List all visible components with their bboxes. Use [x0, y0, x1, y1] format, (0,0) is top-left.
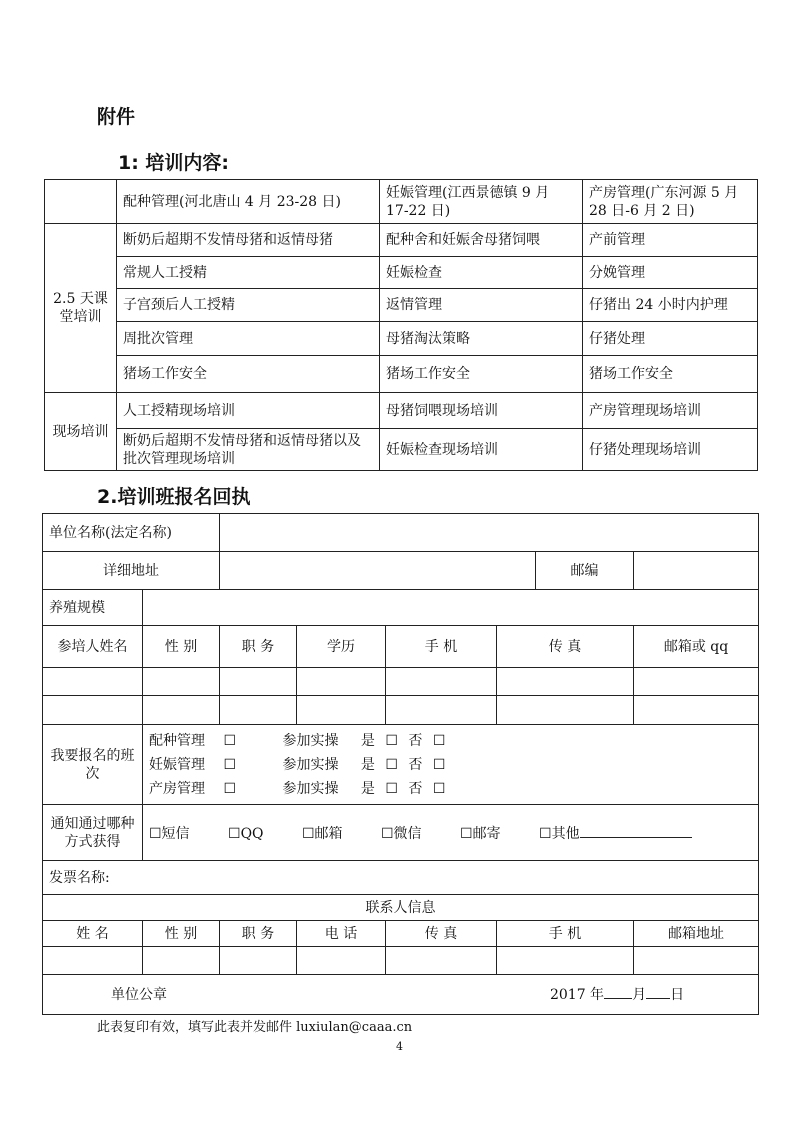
table-cell: 产房管理现场培训	[583, 393, 758, 429]
table-cell: 猪场工作安全	[380, 356, 583, 393]
table-cell: 猪场工作安全	[583, 356, 758, 393]
notify-option-wechat[interactable]: ☐微信	[381, 825, 422, 842]
class-options	[143, 725, 759, 805]
notify-label: 通知通过哪种方式获得	[43, 805, 143, 861]
contact-header-email: 邮箱地址	[634, 921, 759, 947]
no-checkbox[interactable]: ☐	[432, 756, 446, 773]
table-cell: 断奶后超期不发情母猪和返情母猪	[117, 224, 380, 257]
table-row	[45, 322, 758, 356]
contact-header-name: 姓 名	[43, 921, 143, 947]
participant-header-row	[43, 626, 759, 668]
appendix-heading: 附件	[97, 106, 136, 128]
group-label-classroom: 2.5 天课堂培训	[45, 224, 117, 393]
participant-row	[43, 696, 759, 725]
no-checkbox[interactable]: ☐	[432, 780, 446, 797]
table-row	[45, 257, 758, 289]
page-number: 4	[396, 1040, 403, 1053]
postcode-label: 邮编	[536, 552, 634, 590]
date-day: 日	[670, 986, 685, 1003]
table-cell: 分娩管理	[583, 257, 758, 289]
contact-cell[interactable]	[497, 947, 634, 975]
participant-header-fax: 传 真	[497, 626, 634, 668]
seal-cell	[43, 975, 759, 1015]
yes-label: 是	[360, 756, 375, 773]
participant-header-email: 邮箱或 qq	[634, 626, 759, 668]
participant-cell[interactable]	[386, 696, 497, 725]
table-cell: 妊娠检查	[380, 257, 583, 289]
participant-header-education: 学历	[297, 626, 386, 668]
address-row	[43, 552, 759, 590]
yes-checkbox[interactable]: ☐	[385, 732, 398, 749]
yes-checkbox[interactable]: ☐	[385, 780, 398, 797]
no-checkbox[interactable]: ☐	[432, 732, 446, 749]
table-cell: 仔猪处理现场培训	[583, 429, 758, 471]
notify-options	[143, 805, 759, 861]
class-name: 配种管理	[149, 732, 205, 749]
participant-cell[interactable]	[297, 668, 386, 696]
contact-title: 联系人信息	[43, 895, 759, 921]
participant-cell[interactable]	[143, 668, 220, 696]
participant-cell[interactable]	[386, 668, 497, 696]
practice-label: 参加实操	[282, 780, 339, 797]
class-name: 妊娠管理	[149, 756, 205, 773]
address-field[interactable]	[220, 552, 536, 590]
no-label: 否	[408, 732, 423, 749]
postcode-field[interactable]	[634, 552, 759, 590]
empty-cell	[45, 180, 117, 224]
table-cell: 仔猪处理	[583, 322, 758, 356]
unit-name-row	[43, 514, 759, 552]
notify-option-sms[interactable]: ☐短信	[149, 825, 190, 842]
no-label: 否	[408, 756, 423, 773]
participant-cell[interactable]	[634, 668, 759, 696]
table-cell: 常规人工授精	[117, 257, 380, 289]
seal-row	[43, 975, 759, 1015]
date-month: 月	[632, 986, 647, 1003]
participant-header-position: 职 务	[220, 626, 297, 668]
table-row	[45, 289, 758, 322]
notify-row	[43, 805, 759, 861]
contact-header-gender: 性 别	[143, 921, 220, 947]
participant-header-gender: 性 别	[143, 626, 220, 668]
yes-label: 是	[360, 732, 375, 749]
contact-header-phone: 电 话	[297, 921, 386, 947]
notify-option-other[interactable]: ☐其他	[539, 825, 580, 842]
footer-note: 此表复印有效，填写此表并发邮件 luxiulan@caaa.cn	[97, 1020, 413, 1035]
scale-label: 养殖规模	[43, 590, 143, 626]
contact-cell[interactable]	[634, 947, 759, 975]
class-checkbox[interactable]: ☐	[223, 780, 237, 797]
contact-row	[43, 947, 759, 975]
scale-row	[43, 590, 759, 626]
col-header-farrowing: 产房管理(广东河源 5 月 28 日-6 月 2 日)	[583, 180, 758, 224]
class-select-label: 我要报名的班次	[43, 725, 143, 805]
seal-label: 单位公章	[111, 986, 167, 1003]
participant-cell[interactable]	[297, 696, 386, 725]
group-label-onsite: 现场培训	[45, 393, 117, 471]
table-cell: 母猪饲喂现场培训	[380, 393, 583, 429]
month-blank[interactable]	[604, 986, 632, 999]
table-cell: 妊娠检查现场培训	[380, 429, 583, 471]
participant-row	[43, 668, 759, 696]
table-cell: 人工授精现场培训	[117, 393, 380, 429]
address-label: 详细地址	[43, 552, 220, 590]
participant-cell[interactable]	[497, 696, 634, 725]
unit-name-field[interactable]	[220, 514, 759, 552]
contact-title-row	[43, 895, 759, 921]
participant-cell[interactable]	[220, 696, 297, 725]
table-cell: 子宫颈后人工授精	[117, 289, 380, 322]
table-cell: 猪场工作安全	[117, 356, 380, 393]
class-option-breeding	[149, 729, 752, 753]
contact-header-mobile: 手 机	[497, 921, 634, 947]
contact-header-fax: 传 真	[386, 921, 497, 947]
col-header-breeding: 配种管理(河北唐山 4 月 23-28 日)	[117, 180, 380, 224]
yes-label: 是	[360, 780, 375, 797]
participant-header-name: 参培人姓名	[43, 626, 143, 668]
contact-header-position: 职 务	[220, 921, 297, 947]
col-header-gestation: 妊娠管理(江西景德镇 9 月 17-22 日)	[380, 180, 583, 224]
class-checkbox[interactable]: ☐	[223, 756, 237, 773]
table-cell: 断奶后超期不发情母猪和返情母猪以及批次管理现场培训	[117, 429, 380, 471]
participant-cell[interactable]	[143, 696, 220, 725]
notify-option-email[interactable]: ☐邮箱	[301, 825, 343, 842]
class-option-gestation	[149, 753, 752, 777]
contact-header-row	[43, 921, 759, 947]
table-row	[45, 224, 758, 257]
yes-checkbox[interactable]: ☐	[385, 756, 398, 773]
table-cell: 产前管理	[583, 224, 758, 257]
table-cell: 仔猪出 24 小时内护理	[583, 289, 758, 322]
other-blank-line[interactable]	[580, 823, 692, 838]
table-cell: 母猪淘汰策略	[380, 322, 583, 356]
contact-cell[interactable]	[297, 947, 386, 975]
day-blank[interactable]	[646, 986, 670, 999]
participant-cell[interactable]	[220, 668, 297, 696]
date-line	[550, 986, 684, 1004]
registration-form-table	[42, 513, 759, 1015]
table-row	[45, 356, 758, 393]
practice-label: 参加实操	[282, 732, 339, 749]
unit-name-label: 单位名称(法定名称)	[43, 514, 220, 552]
table-row	[45, 393, 758, 429]
participant-cell[interactable]	[43, 668, 143, 696]
contact-cell[interactable]	[143, 947, 220, 975]
contact-cell[interactable]	[43, 947, 143, 975]
scale-field[interactable]	[143, 590, 759, 626]
invoice-label: 发票名称:	[43, 861, 759, 895]
date-year: 2017 年	[549, 986, 605, 1003]
participant-cell[interactable]	[497, 668, 634, 696]
training-content-table	[44, 179, 758, 471]
section-1-heading: 1: 培训内容:	[118, 152, 230, 174]
practice-label: 参加实操	[282, 756, 339, 773]
contact-cell[interactable]	[386, 947, 497, 975]
table-cell: 返情管理	[380, 289, 583, 322]
notify-option-qq[interactable]: ☐QQ	[228, 825, 264, 842]
section-2-heading: 2.培训班报名回执	[97, 486, 251, 508]
participant-cell[interactable]	[43, 696, 143, 725]
table-row	[45, 429, 758, 471]
class-select-row	[43, 725, 759, 805]
table-cell: 周批次管理	[117, 322, 380, 356]
participant-header-mobile: 手 机	[386, 626, 497, 668]
table-row	[45, 180, 758, 224]
class-checkbox[interactable]: ☐	[223, 732, 237, 749]
invoice-row	[43, 861, 759, 895]
contact-cell[interactable]	[220, 947, 297, 975]
table-cell: 配种舍和妊娠舍母猪饲喂	[380, 224, 583, 257]
class-name: 产房管理	[149, 780, 205, 797]
no-label: 否	[408, 780, 423, 797]
class-option-farrowing	[149, 777, 752, 801]
participant-cell[interactable]	[634, 696, 759, 725]
notify-option-mail[interactable]: ☐邮寄	[460, 825, 501, 842]
